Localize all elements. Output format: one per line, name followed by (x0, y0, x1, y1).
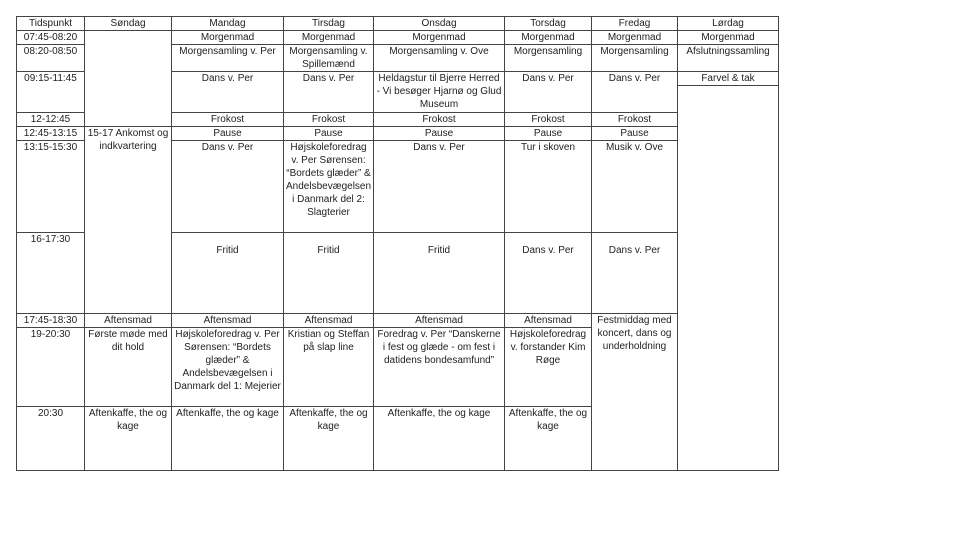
cell-tue-late: Fritid (284, 233, 374, 314)
header-thursday: Torsdag (505, 17, 592, 31)
cell-thu-assembly: Morgensamling (505, 45, 592, 72)
cell-sat-closing: Afslutningssamling (678, 45, 779, 72)
cell-wed-coffee: Aftenkaffe, the og kage (374, 407, 505, 471)
cell-wed-break: Pause (374, 127, 505, 141)
cell-fri-morning: Dans v. Per (592, 72, 678, 113)
cell-wed-dinner: Aftensmad (374, 314, 505, 328)
cell-tue-break: Pause (284, 127, 374, 141)
cell-wed-afternoon: Dans v. Per (374, 141, 505, 233)
cell-fri-break: Pause (592, 127, 678, 141)
cell-sat-farewell: Farvel & tak (678, 72, 779, 86)
time-cell: 09:15-11:45 (17, 72, 85, 113)
cell-mon-late: Fritid (172, 233, 284, 314)
cell-mon-evening: Højskoleforedrag v. Per Sørensen: “Bordets glæder” & Andelsbevægelsen i Danmark del 1: Mejerier (172, 328, 284, 407)
sunday-empty-cell (85, 31, 172, 127)
cell-fri-festive: Festmiddag med koncert, dans og underholdning (592, 314, 678, 471)
cell-fri-lunch: Frokost (592, 113, 678, 127)
cell-thu-coffee: Aftenkaffe, the og kage (505, 407, 592, 471)
cell-fri-assembly: Morgensamling (592, 45, 678, 72)
cell-tue-assembly: Morgensamling v. Spillemænd (284, 45, 374, 72)
header-tuesday: Tirsdag (284, 17, 374, 31)
time-cell: 19-20:30 (17, 328, 85, 407)
time-cell: 08:20-08:50 (17, 45, 85, 72)
cell-mon-lunch: Frokost (172, 113, 284, 127)
header-saturday: Lørdag (678, 17, 779, 31)
time-cell: 12:45-13:15 (17, 127, 85, 141)
cell-fri-late: Dans v. Per (592, 233, 678, 314)
cell-wed-evening: Foredrag v. Per “Danskerne i fest og glæde - om fest i datidens bondesamfund” (374, 328, 505, 407)
cell-fri-afternoon: Musik v. Ove (592, 141, 678, 233)
cell-tue-evening: Kristian og Steffan på slap line (284, 328, 374, 407)
cell-mon-assembly: Morgensamling v. Per (172, 45, 284, 72)
cell-mon-breakfast: Morgenmad (172, 31, 284, 45)
cell-thu-afternoon: Tur i skoven (505, 141, 592, 233)
cell-mon-morning: Dans v. Per (172, 72, 284, 113)
cell-wed-breakfast: Morgenmad (374, 31, 505, 45)
cell-mon-dinner: Aftensmad (172, 314, 284, 328)
cell-thu-late: Dans v. Per (505, 233, 592, 314)
cell-sun-evening: Første møde med dit hold (85, 328, 172, 407)
cell-tue-coffee: Aftenkaffe, the og kage (284, 407, 374, 471)
table-row (17, 127, 779, 141)
cell-thu-break: Pause (505, 127, 592, 141)
header-row (17, 17, 779, 31)
time-cell: 07:45-08:20 (17, 31, 85, 45)
cell-thu-dinner: Aftensmad (505, 314, 592, 328)
table-row (17, 314, 779, 328)
header-wednesday: Onsdag (374, 17, 505, 31)
cell-thu-evening: Højskoleforedrag v. forstander Kim Røge (505, 328, 592, 407)
header-sunday: Søndag (85, 17, 172, 31)
cell-tue-afternoon: Højskoleforedrag v. Per Sørensen: “Bordets glæder” & Andelsbevægelsen i Danmark del 2: Slagterier (284, 141, 374, 233)
cell-mon-afternoon: Dans v. Per (172, 141, 284, 233)
cell-tue-breakfast: Morgenmad (284, 31, 374, 45)
cell-sun-arrival: 15-17 Ankomst og indkvartering (85, 127, 172, 314)
time-cell: 17:45-18:30 (17, 314, 85, 328)
cell-thu-morning: Dans v. Per (505, 72, 592, 113)
time-cell: 12-12:45 (17, 113, 85, 127)
time-cell: 13:15-15:30 (17, 141, 85, 233)
cell-wed-lunch: Frokost (374, 113, 505, 127)
cell-tue-dinner: Aftensmad (284, 314, 374, 328)
cell-sun-coffee: Aftenkaffe, the og kage (85, 407, 172, 471)
saturday-empty-cell (678, 86, 779, 471)
time-cell: 20:30 (17, 407, 85, 471)
cell-sat-breakfast: Morgenmad (678, 31, 779, 45)
cell-mon-break: Pause (172, 127, 284, 141)
cell-thu-lunch: Frokost (505, 113, 592, 127)
table-row (17, 31, 779, 45)
header-monday: Mandag (172, 17, 284, 31)
cell-sun-dinner: Aftensmad (85, 314, 172, 328)
schedule-table (16, 16, 779, 471)
cell-wed-assembly: Morgensamling v. Ove (374, 45, 505, 72)
cell-wed-late: Fritid (374, 233, 505, 314)
time-cell: 16-17:30 (17, 233, 85, 314)
cell-fri-breakfast: Morgenmad (592, 31, 678, 45)
header-friday: Fredag (592, 17, 678, 31)
cell-tue-morning: Dans v. Per (284, 72, 374, 113)
cell-wed-morning: Heldagstur til Bjerre Herred - Vi besøger Hjarnø og Glud Museum (374, 72, 505, 113)
cell-mon-coffee: Aftenkaffe, the og kage (172, 407, 284, 471)
header-time: Tidspunkt (17, 17, 85, 31)
cell-thu-breakfast: Morgenmad (505, 31, 592, 45)
cell-tue-lunch: Frokost (284, 113, 374, 127)
